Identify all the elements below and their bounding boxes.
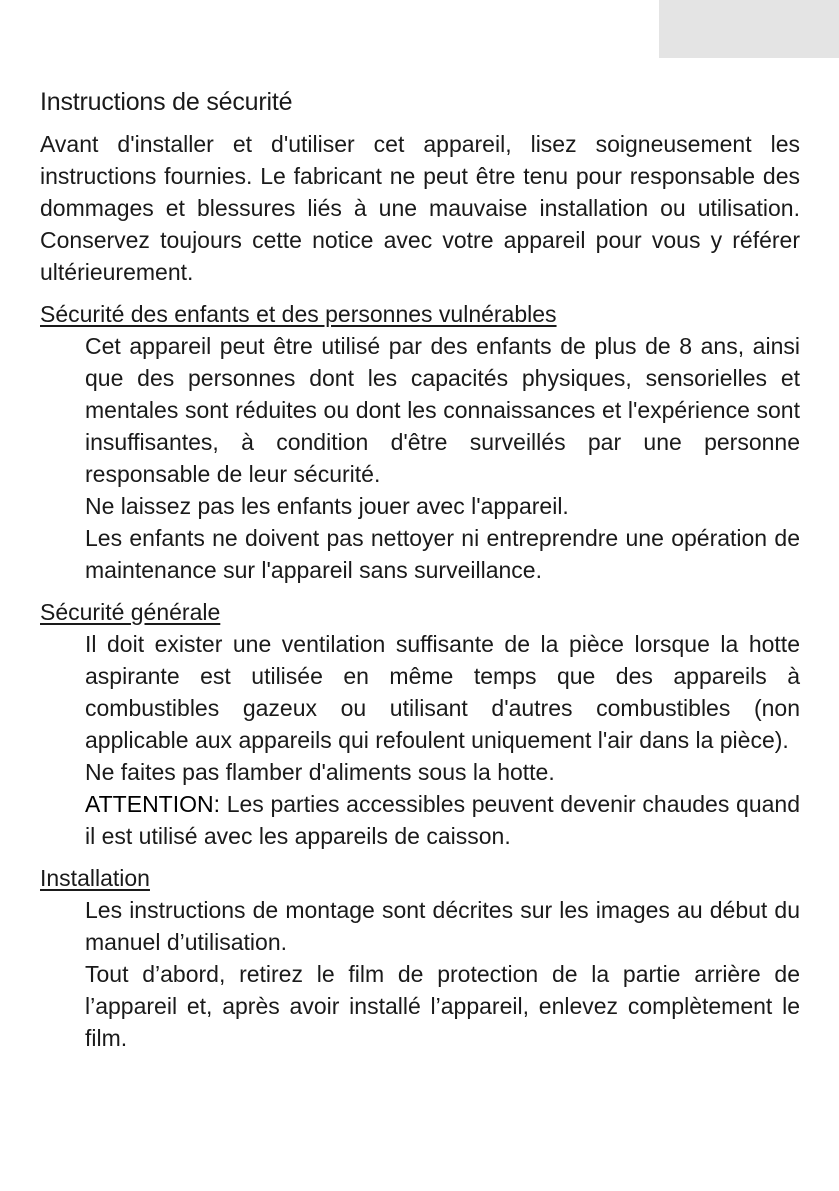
document-page xyxy=(40,84,800,1064)
paragraph: Les enfants ne doivent pas nettoyer ni entreprendre une opération de maintenance sur l'appareil sans surveillance. xyxy=(85,525,800,583)
section-body xyxy=(40,628,800,852)
attention-paragraph xyxy=(85,788,800,852)
attention-label: ATTENTION: xyxy=(85,791,221,817)
intro-paragraph: Avant d'installer et d'utiliser cet appareil, lisez soigneusement les instructions fournies. Le fabricant ne peut être tenu pour responsable des dommages et blessures liés à une mauvaise installation ou utilisation. Conservez toujours cette notice avec votre appareil pour vous y référer ultérieurement. xyxy=(40,131,800,285)
section-body xyxy=(40,330,800,586)
paragraph: Ne laissez pas les enfants jouer avec l'appareil. xyxy=(85,493,569,519)
section-general-safety xyxy=(40,596,800,852)
paragraph: Les instructions de montage sont décrites sur les images au début du manuel d’utilisation. xyxy=(85,897,800,955)
attention-text: Les parties accessibles peuvent devenir chaudes quand il est utilisé avec les appareils de caisson. xyxy=(85,791,800,849)
section-installation xyxy=(40,862,800,1054)
section-body xyxy=(40,894,800,1054)
section-child-safety xyxy=(40,298,800,586)
paragraph: Tout d’abord, retirez le film de protection de la partie arrière de l’appareil et, après avoir installé l’appareil, enlevez complètement le film. xyxy=(85,961,800,1051)
paragraph: Cet appareil peut être utilisé par des enfants de plus de 8 ans, ainsi que des personnes dont les capacités physiques, sensorielles et mentales sont réduites ou dont les connaissances et l'expérience sont insuffisantes, à condition d'être surveillés par une personne responsable de leur sécurité. xyxy=(85,333,800,487)
paragraph: Ne faites pas flamber d'aliments sous la hotte. xyxy=(85,759,555,785)
section-heading: Installation xyxy=(40,865,150,891)
page-corner-tab xyxy=(659,0,839,58)
page-title: Instructions de sécurité xyxy=(40,88,293,116)
section-heading: Sécurité des enfants et des personnes vulnérables xyxy=(40,301,557,327)
paragraph: Il doit exister une ventilation suffisante de la pièce lorsque la hotte aspirante est utilisée en même temps que des appareils à combustibles gazeux ou utilisant d'autres combustibles (non applicable aux appareils qui refoulent uniquement l'air dans la pièce). xyxy=(85,631,800,753)
section-heading: Sécurité générale xyxy=(40,599,221,625)
